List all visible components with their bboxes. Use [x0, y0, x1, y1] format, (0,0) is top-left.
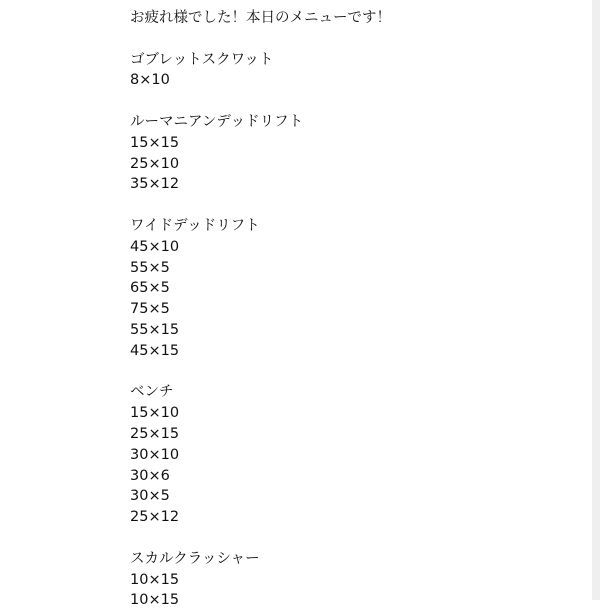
set-entry: 55×5	[130, 259, 170, 276]
exercise-block-romanian-deadlift	[130, 112, 590, 195]
exercise-title: スカルクラッシャー	[130, 550, 260, 567]
set-entry: 55×15	[130, 321, 180, 338]
set-entry: 15×15	[130, 134, 180, 151]
blank-line	[130, 195, 590, 216]
set-entry: 15×10	[130, 405, 180, 422]
blank-line	[130, 29, 590, 50]
set-entry: 25×10	[130, 155, 180, 172]
set-entry: 30×10	[130, 446, 180, 463]
exercise-block-skull-crusher	[130, 549, 590, 611]
blank-line	[130, 362, 590, 383]
set-entry: 30×5	[130, 488, 170, 505]
exercise-title: ゴブレットスクワット	[130, 51, 274, 68]
set-entry: 25×12	[130, 509, 180, 526]
set-entry: 10×15	[130, 571, 180, 588]
set-entry: 45×10	[130, 238, 180, 255]
set-entry: 35×12	[130, 176, 180, 193]
exercise-title: ワイドデッドリフト	[130, 217, 260, 234]
set-entry: 45×15	[130, 342, 180, 359]
note-body	[130, 8, 590, 611]
blank-line	[130, 528, 590, 549]
page-right-edge	[592, 0, 600, 600]
exercise-title: ベンチ	[130, 384, 174, 401]
blank-line	[130, 91, 590, 112]
intro-text: お疲れ様でした！本日のメニューです！	[130, 10, 391, 26]
set-entry: 10×15	[130, 592, 180, 609]
set-entry: 65×5	[130, 280, 170, 297]
exercise-block-bench	[130, 382, 590, 528]
set-entry: 8×10	[130, 72, 170, 89]
set-entry: 75×5	[130, 301, 170, 318]
exercise-title: ルーマニアンデッドリフト	[130, 113, 304, 130]
exercise-block-wide-deadlift	[130, 216, 590, 362]
exercise-block-goblet-squat	[130, 50, 590, 92]
set-entry: 30×6	[130, 467, 170, 484]
set-entry: 25×15	[130, 425, 180, 442]
